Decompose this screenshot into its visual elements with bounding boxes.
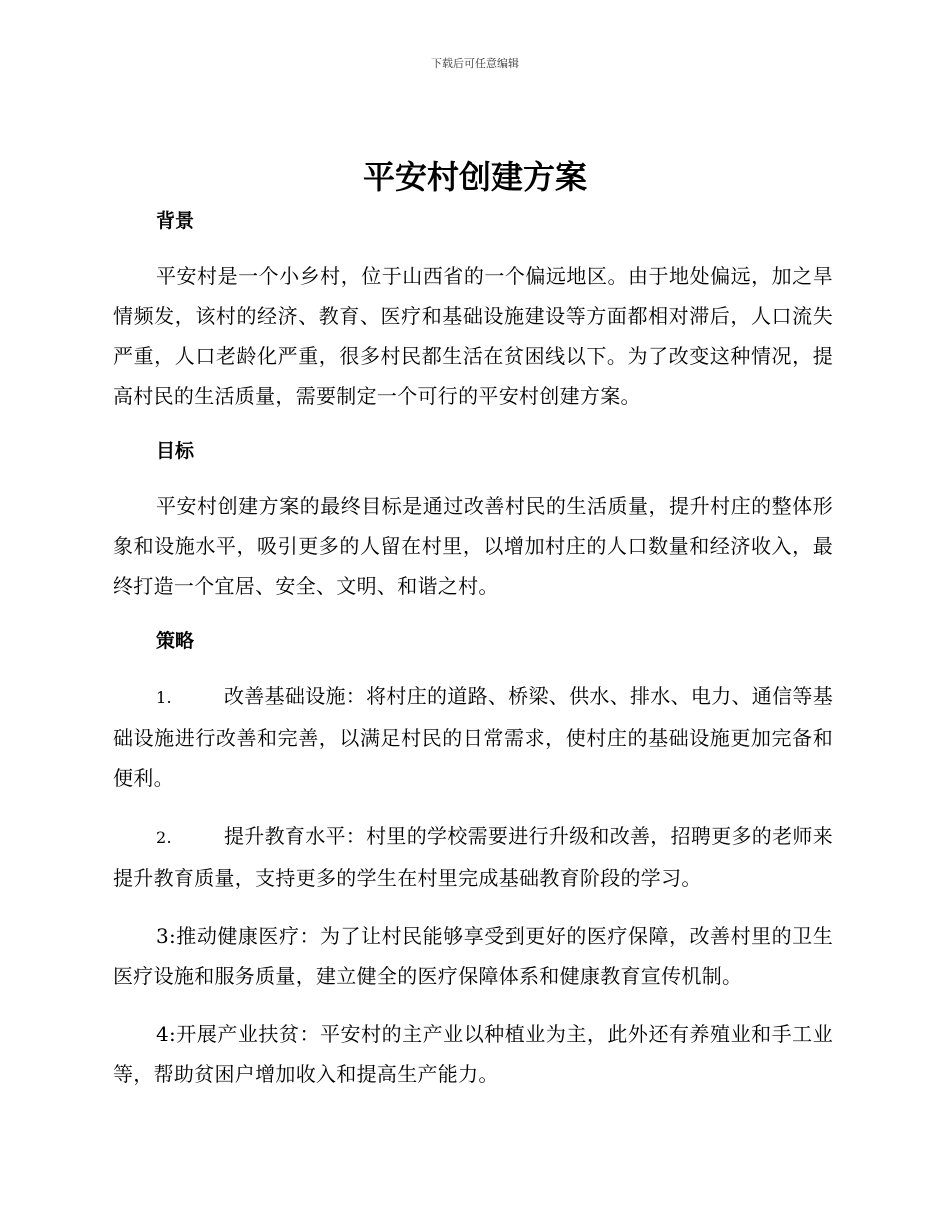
paragraph-background: 平安村是一个小乡村，位于山西省的一个偏远地区。由于地处偏远，加之旱情频发，该村的经济、教育、医疗和基础设施建设等方面都相对滞后，人口流失严重，人口老龄化严重，很多村民都生活在贫困线以下。为了改变这种情况，提高村民的生活质量，需要制定一个可行的平安村创建方案。 (113, 264, 833, 408)
list-number: 4: (156, 1022, 177, 1046)
document-body (113, 204, 833, 1112)
strategy-item-1 (113, 676, 833, 798)
list-item-text: 推动健康医疗：为了让村民能够享受到更好的医疗保障，改善村里的卫生医疗设施和服务质量，建立健全的医疗保障体系和健康教育宣传机制。 (113, 924, 833, 988)
list-item-text: 开展产业扶贫：平安村的主产业以种植业为主，此外还有养殖业和手工业等，帮助贫困户增加收入和提高生产能力。 (113, 1022, 833, 1086)
list-number: 3: (156, 924, 177, 948)
paragraph-goal: 平安村创建方案的最终目标是通过改善村民的生活质量，提升村庄的整体形象和设施水平，吸引更多的人留在村里，以增加村庄的人口数量和经济收入，最终打造一个宜居、安全、文明、和谐之村。 (113, 494, 833, 598)
section-heading-goal: 目标 (156, 440, 195, 462)
list-item-text: 改善基础设施：将村庄的道路、桥梁、供水、排水、电力、通信等基础设施进行改善和完善，以满足村民的日常需求，使村庄的基础设施更加完备和便利。 (113, 684, 833, 790)
section-heading-background: 背景 (156, 210, 195, 232)
strategy-item-4 (113, 1014, 833, 1094)
document-title: 平安村创建方案 (362, 158, 587, 196)
list-number: 2. (156, 828, 172, 847)
section-heading-strategy: 策略 (156, 630, 195, 652)
strategy-item-2 (113, 816, 833, 898)
list-item-text: 提升教育水平：村里的学校需要进行升级和改善，招聘更多的老师来提升教育质量，支持更多的学生在村里完成基础教育阶段的学习。 (113, 824, 833, 890)
list-number: 1. (156, 688, 172, 707)
header-note: 下载后可任意编辑 (431, 57, 519, 70)
strategy-item-3 (113, 916, 833, 996)
